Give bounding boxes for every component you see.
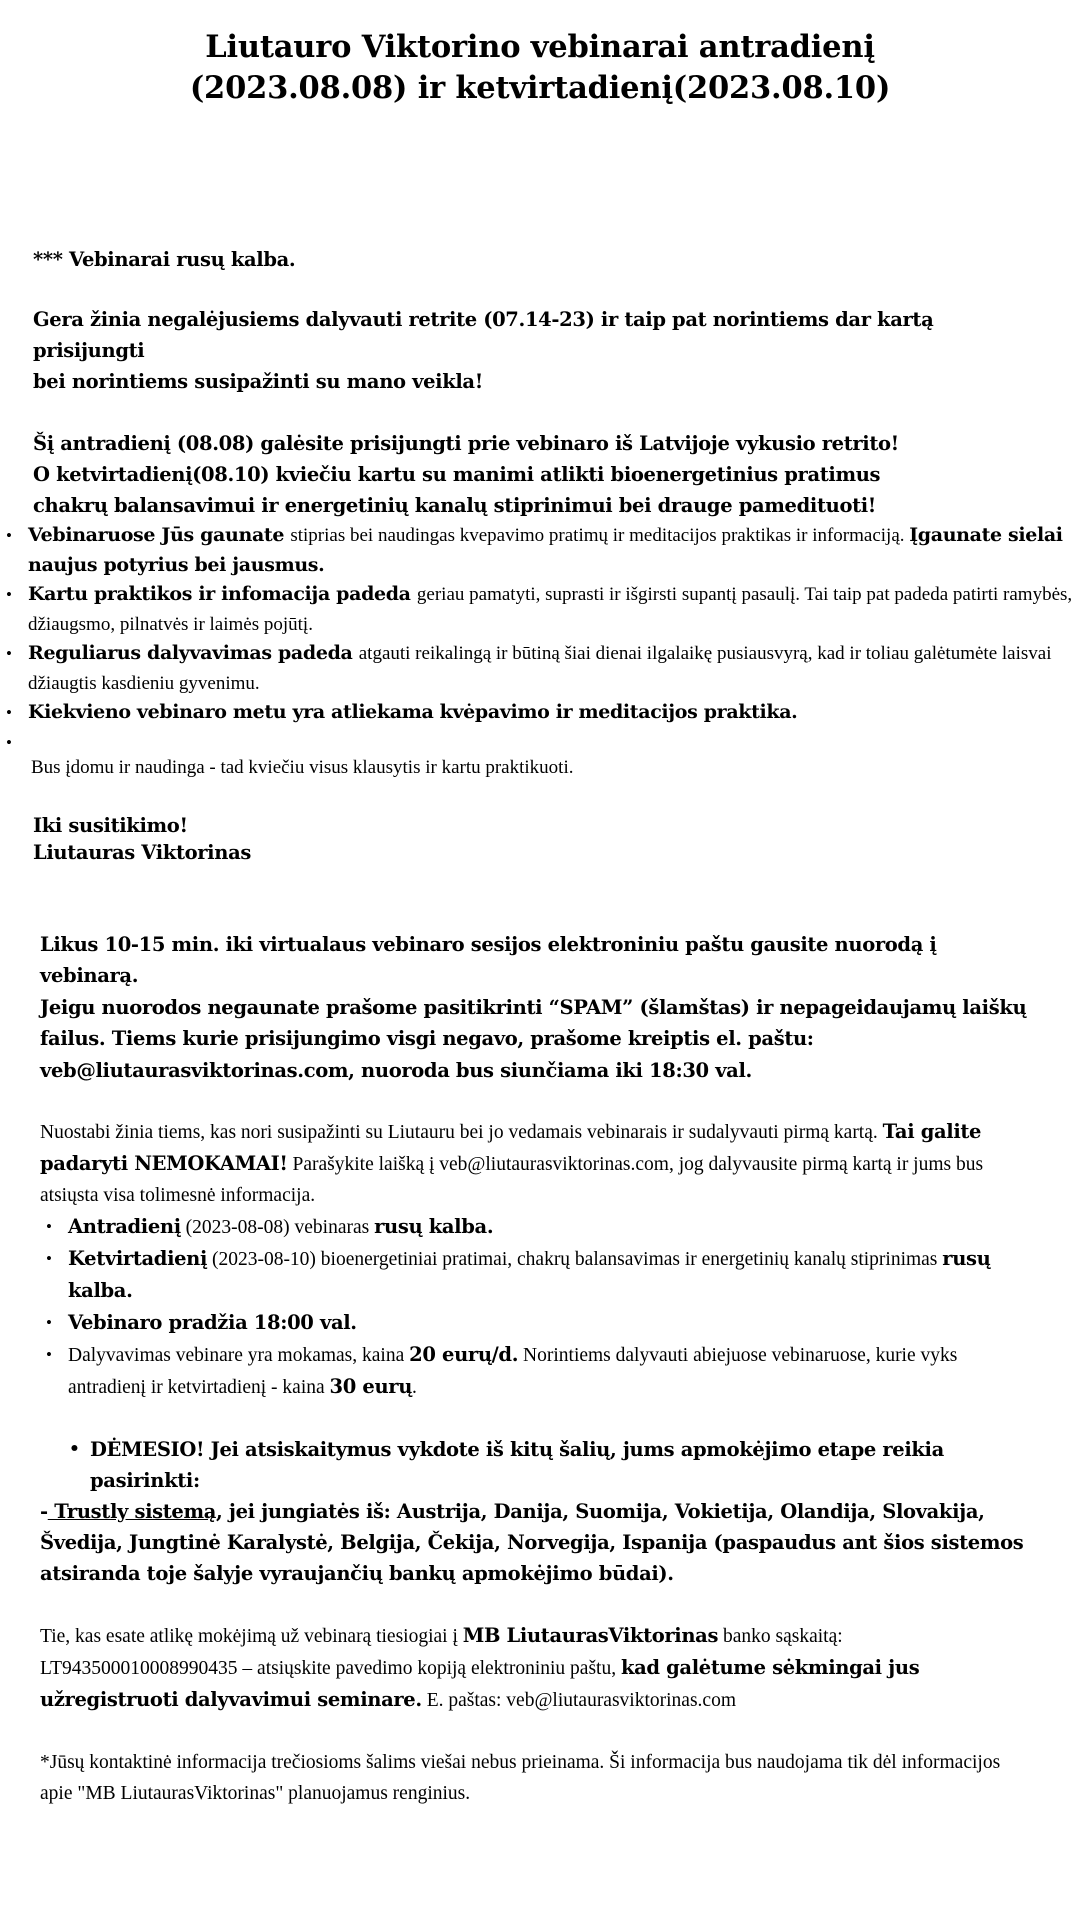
text-segment-0: Vebinaruose Jūs gaunate [28, 524, 291, 546]
text-segment-1: stiprias bei naudingas kvepavimo pratimų ir meditacijos praktikas ir informaciją. [290, 525, 910, 546]
text-segment-2: Įgaunate sielai naujus potyrius bei jausmus. [28, 524, 1063, 576]
text-segment-2: Norintiems dalyvauti abiejuose vebinaruose, kurie vyks antradienį ir ketvirtadienį - kaina [68, 1345, 958, 1398]
registration-section [0, 1116, 1080, 1809]
free-first-time-offer [40, 1116, 1032, 1211]
text-segment-1: Tai galite padaryti NEMOKAMAI! [40, 1120, 982, 1175]
text-segment-0: Dalyvavimas vebinare yra mokamas, kaina [68, 1345, 410, 1366]
text-segment-4: E. paštas: veb@liutaurasviktorinas.com [421, 1690, 736, 1711]
intro-section [0, 247, 1080, 521]
good-news-line-2: bei norintiems susipažinti su mano veikla! [33, 370, 483, 393]
text-segment-0: Vebinaro pradžia 18:00 val. [68, 1311, 357, 1334]
signature-block [0, 812, 1080, 866]
text-segment-2: banko sąskaitą: LT943500010008990435 – atsiųskite pavedimo kopiją elektroniniu paštu, [40, 1626, 843, 1679]
good-news-paragraph [33, 304, 1040, 397]
text-segment-3: kad galėtume sėkmingai jus užregistruoti dalyvavimui seminare. [40, 1656, 920, 1711]
text-segment-1: MB LiutaurasViktorinas [462, 1624, 719, 1647]
text-segment-4: . [412, 1377, 417, 1398]
tuesday-line: Šį antradienį (08.08) galėsite prisijungti prie vebinaro iš Latvijoje vykusio retrito! [33, 432, 899, 455]
list-item [40, 1243, 1032, 1307]
notice-line-4: veb@liutaurasviktorinas.com, nuoroda bus siunčiama iki 18:30 val. [40, 1058, 752, 1082]
trustly-line [40, 1496, 1032, 1589]
text-segment-0: Tie, kas esate atlikę mokėjimą už vebinarą tiesiogiai į [40, 1626, 463, 1647]
page-title: Liutauro Viktorino vebinarai antradienį (2023.08.08) ir ketvirtadienį(2023.08.10) [189, 29, 891, 106]
text-segment-1: geriau pamatyti, suprasti ir išgirsti supantį pasaulį. Tai taip pat padeda patirti ramybės, džiaugsmo, pilnatvės ir laimės pojūtį. [28, 584, 1073, 635]
list-item [40, 1339, 1032, 1403]
list-item [0, 728, 1080, 753]
text-segment-1: (2023-08-08) vebinaras [180, 1217, 375, 1238]
join-link-notice [0, 929, 1080, 1087]
schedule-list [40, 1211, 1032, 1403]
text-segment-0: Nuostabi žinia tiems, kas nori susipažinti su Liutauru bei jo vedamais vebinarais ir sudalyvauti pirmą kartą. [40, 1122, 883, 1143]
text-segment-1: 20 eurų/d. [409, 1343, 519, 1366]
foreign-payment-notice [40, 1434, 1032, 1589]
notice-line-2: Jeigu nuorodos negaunate prašome pasitikrinti “SPAM” (šlamštas) ir nepageidaujamų laiškų [40, 995, 1027, 1019]
trustly-link[interactable]: Trustly sistemą [47, 1500, 217, 1523]
text-segment-0: Reguliarus dalyvavimas padeda [28, 642, 359, 664]
list-item [40, 1211, 1032, 1243]
notice-line-3: failus. Tiems kurie prisijungimo visgi negavo, prašome kreiptis el. paštu: [40, 1027, 814, 1050]
text-segment-2: rusų kalba. [68, 1247, 991, 1302]
text-segment-2: rusų kalba. [374, 1215, 494, 1238]
notice-line-1: Likus 10-15 min. iki virtualaus vebinaro sesijos elektroniniu paštu gausite nuorodą į vebinarą. [40, 932, 937, 987]
text-segment-2: Parašykite laišką į veb@liutaurasviktorinas.com, jog dalyvausite pirmą kartą ir jums bus atsiųsta visa tolimesnė informacija. [40, 1154, 984, 1206]
text-segment-0: Antradienį [68, 1215, 181, 1238]
countries-text: , jei jungiatės iš: Austrija, Danija, Suomija, Vokietija, Olandija, Slovakija, Švedija, Jungtinė Karalystė, Belgija, Čekija, Norvegija, Ispanija (paspaudus ant šios sistemos atsiranda toje šalyje vyraujančių bankų apmokėjimo būdai). [40, 1500, 1024, 1585]
bank-transfer-paragraph [40, 1620, 1032, 1716]
list-item [40, 1307, 1032, 1339]
payment-notice-headline: • DĖMESIO! Jei atsiskaitymus vykdote iš kitų šalių, jums apmokėjimo etape reikia pasirinkti: [40, 1434, 1032, 1496]
list-item [0, 580, 1080, 639]
text-segment-0: Kartu praktikos ir infomacija padeda [28, 583, 417, 605]
farewell-line: Iki susitikimo! [33, 813, 188, 837]
text-segment-1: atgauti reikalingą ir būtiną šiai dienai ilgalaikę pusiausvyrą, kad ir toliau galėtumėte laisvai džiaugtis kasdieniu gyvenimu. [28, 643, 1052, 694]
thursday-line-2: chakrų balansavimui ir energetinių kanalų stiprinimui bei drauge pamedituoti! [33, 494, 877, 517]
list-item [0, 521, 1080, 580]
privacy-footer: *Jūsų kontaktinė informacija trečiosioms šalims viešai nebus prieinama. Ši informacija bus naudojama tik dėl informacijos apie "MB LiutaurasViktorinas" planuojamus renginius. [40, 1752, 1001, 1804]
benefits-list [0, 521, 1080, 753]
text-segment-0: Kiekvieno vebinaro metu yra atliekama kvėpavimo ir meditacijos praktika. [28, 701, 798, 723]
language-note: *** Vebinarai rusų kalba. [33, 248, 296, 271]
author-name: Liutauras Viktorinas [33, 840, 251, 864]
text-segment-0: Ketvirtadienį [68, 1247, 208, 1270]
list-item [0, 698, 1080, 728]
good-news-line-1: Gera žinia negalėjusiems dalyvauti retrite (07.14-23) ir taip pat norintiems dar kartą prisijungti [33, 308, 934, 362]
session-dates-paragraph [33, 428, 1040, 521]
benefits-closing: Bus įdomu ir naudinga - tad kviečiu visus klausytis ir kartu praktikuoti. [31, 756, 574, 778]
dash-marker: - [40, 1500, 48, 1523]
text-segment-1: (2023-08-10) bioenergetiniai pratimai, chakrų balansavimas ir energetinių kanalų stiprinimas [207, 1249, 943, 1270]
thursday-line-1: O ketvirtadienį(08.10) kviečiu kartu su manimi atlikti bioenergetinius pratimus [33, 463, 881, 486]
list-item [0, 639, 1080, 698]
text-segment-3: 30 eurų [329, 1375, 413, 1398]
